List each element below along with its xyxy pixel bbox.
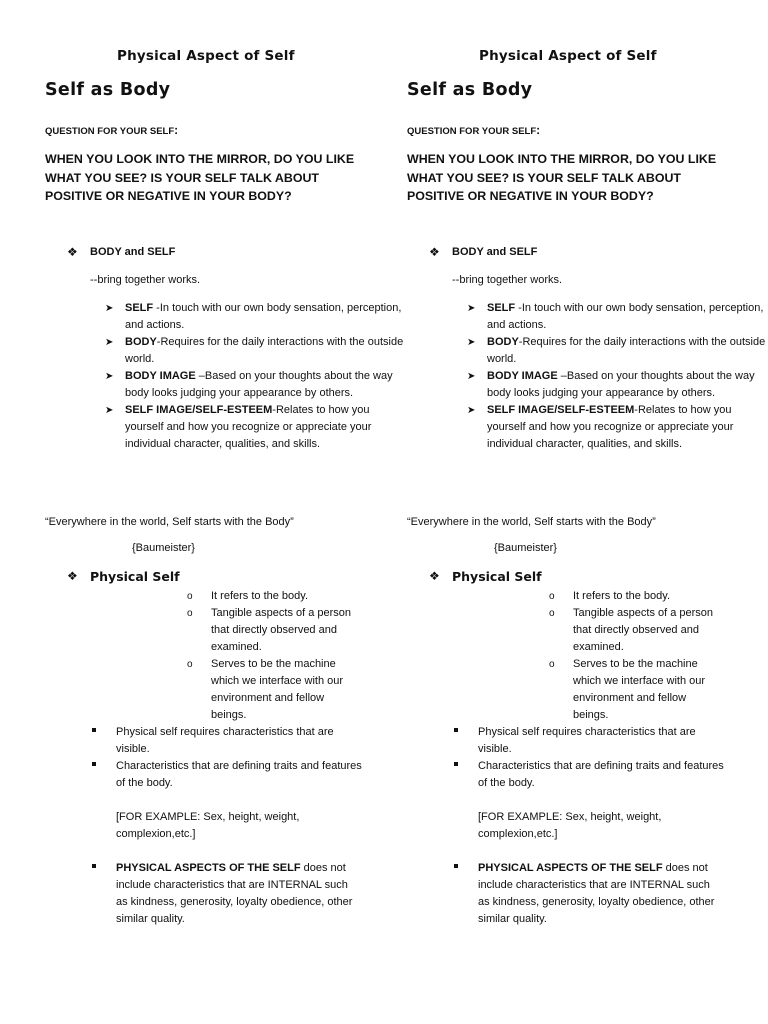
page-heading: Physical Aspect of Self [479, 48, 657, 64]
arrow-bullet-icon: ➤ [467, 303, 476, 314]
list-item: o Tangible aspects of a person that directly observed and examined. [187, 607, 352, 653]
body-self-label: BODY and SELF [452, 246, 538, 258]
quote-author: {Baumeister} [132, 542, 195, 554]
list-item: PHYSICAL ASPECTS OF THE SELF does not include characteristics that are INTERNAL such as kindness, generosity, loyalty obedience, other similar quality. [454, 860, 724, 928]
page-title: Self as Body [45, 80, 171, 100]
list-item: Physical self requires characteristics that are visible. [454, 724, 724, 758]
physical-self-list [549, 588, 719, 724]
body-self-label: BODY and SELF [90, 246, 176, 258]
characteristics-list [454, 724, 724, 928]
body-self-subtext: --bring together works. [452, 274, 563, 286]
characteristics-list [92, 724, 362, 928]
diamond-bullet-icon: ❖ [67, 569, 78, 583]
square-bullet-icon [454, 864, 458, 868]
list-item: o Tangible aspects of a person that directly observed and examined. [549, 607, 714, 653]
quote-author: {Baumeister} [494, 542, 557, 554]
list-item: ➤ BODY-Requires for the daily interactions with the outside world. [467, 336, 766, 365]
square-bullet-icon [92, 762, 96, 766]
list-item: ➤ BODY IMAGE –Based on your thoughts about the way body looks judging your appearance by others. [105, 370, 393, 399]
question-text: WHEN YOU LOOK INTO THE MIRROR, DO YOU LIKE WHAT YOU SEE? IS YOUR SELF TALK ABOUT POSITIVE OR NEGATIVE IN YOUR BODY? [45, 152, 355, 203]
document-column-left [45, 0, 404, 1024]
body-self-list [467, 300, 767, 453]
circle-bullet-icon: o [549, 608, 555, 619]
body-self-subtext: --bring together works. [90, 274, 201, 286]
circle-bullet-icon: o [549, 591, 555, 602]
question-label: QUESTION FOR YOUR SELF: [45, 123, 179, 137]
circle-bullet-icon: o [187, 608, 193, 619]
arrow-bullet-icon: ➤ [105, 405, 114, 416]
arrow-bullet-icon: ➤ [467, 405, 476, 416]
list-item: o It refers to the body. [549, 588, 719, 605]
list-item: ➤ BODY-Requires for the daily interactions with the outside world. [105, 336, 404, 365]
list-item: ➤ SELF IMAGE/SELF-ESTEEM-Relates to how you yourself and how you recognize or appreciate your individual character, qualities, and skills. [105, 404, 372, 450]
document-column-right [407, 0, 766, 1024]
list-item: ➤ SELF -In touch with our own body sensation, perception, and actions. [467, 302, 764, 331]
question-text: WHEN YOU LOOK INTO THE MIRROR, DO YOU LIKE WHAT YOU SEE? IS YOUR SELF TALK ABOUT POSITIVE OR NEGATIVE IN YOUR BODY? [407, 152, 717, 203]
physical-self-label: Physical Self [452, 569, 542, 584]
quote-text: “Everywhere in the world, Self starts with the Body” [45, 516, 294, 528]
list-item: o Serves to be the machine which we interface with our environment and fellow beings. [187, 658, 344, 721]
square-bullet-icon [454, 762, 458, 766]
physical-self-list [187, 588, 357, 724]
list-item: ➤ SELF IMAGE/SELF-ESTEEM-Relates to how you yourself and how you recognize or appreciate your individual character, qualities, and skills. [467, 404, 734, 450]
arrow-bullet-icon: ➤ [105, 303, 114, 314]
list-item: Characteristics that are defining traits and features of the body. [FOR EXAMPLE: Sex, height, weight, complexion,etc.] [92, 758, 362, 843]
arrow-bullet-icon: ➤ [105, 337, 114, 348]
arrow-bullet-icon: ➤ [105, 371, 114, 382]
circle-bullet-icon: o [187, 659, 193, 670]
square-bullet-icon [92, 864, 96, 868]
list-item: ➤ SELF -In touch with our own body sensation, perception, and actions. [105, 302, 402, 331]
quote-text: “Everywhere in the world, Self starts with the Body” [407, 516, 656, 528]
circle-bullet-icon: o [549, 659, 555, 670]
square-bullet-icon [454, 728, 458, 732]
arrow-bullet-icon: ➤ [467, 337, 476, 348]
circle-bullet-icon: o [187, 591, 193, 602]
example-text: [FOR EXAMPLE: Sex, height, weight, complexion,etc.] [478, 811, 662, 840]
square-bullet-icon [92, 728, 96, 732]
diamond-bullet-icon: ❖ [429, 245, 440, 259]
diamond-bullet-icon: ❖ [67, 245, 78, 259]
page-title: Self as Body [407, 80, 533, 100]
list-item: PHYSICAL ASPECTS OF THE SELF does not include characteristics that are INTERNAL such as kindness, generosity, loyalty obedience, other similar quality. [92, 860, 362, 928]
diamond-bullet-icon: ❖ [429, 569, 440, 583]
example-text: [FOR EXAMPLE: Sex, height, weight, complexion,etc.] [116, 811, 300, 840]
list-item: o It refers to the body. [187, 588, 357, 605]
page-heading: Physical Aspect of Self [117, 48, 295, 64]
arrow-bullet-icon: ➤ [467, 371, 476, 382]
question-label: QUESTION FOR YOUR SELF: [407, 123, 541, 137]
list-item: Physical self requires characteristics that are visible. [92, 724, 362, 758]
body-self-list [105, 300, 405, 453]
list-item: o Serves to be the machine which we interface with our environment and fellow beings. [549, 658, 706, 721]
list-item: ➤ BODY IMAGE –Based on your thoughts about the way body looks judging your appearance by others. [467, 370, 755, 399]
list-item: Characteristics that are defining traits and features of the body. [FOR EXAMPLE: Sex, height, weight, complexion,etc.] [454, 758, 724, 843]
physical-self-label: Physical Self [90, 569, 180, 584]
